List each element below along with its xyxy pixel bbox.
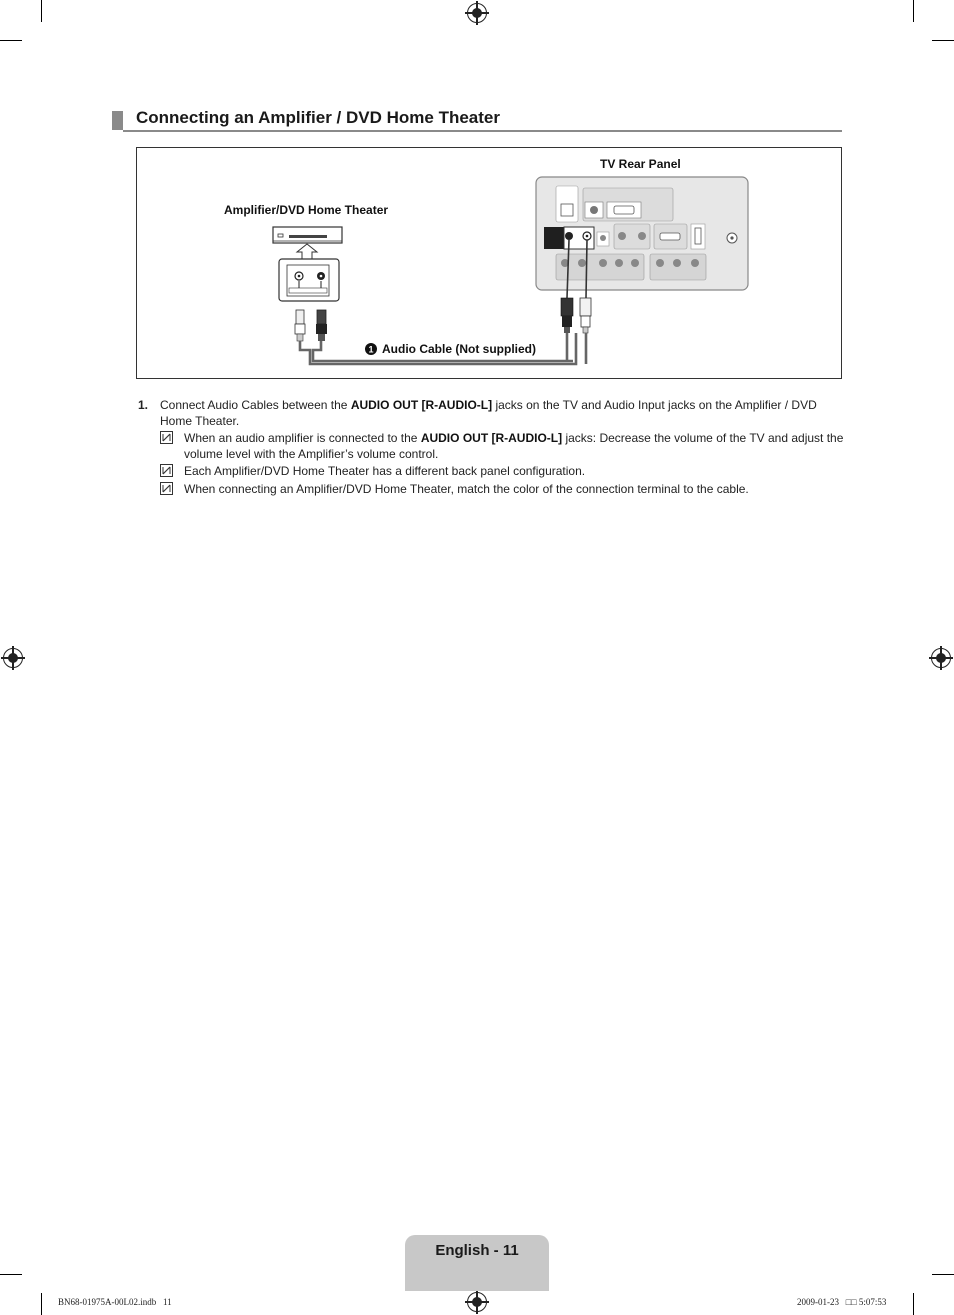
note-icon xyxy=(160,482,173,495)
crop-mark xyxy=(41,0,42,22)
registration-mark-icon xyxy=(3,648,23,668)
step-text-bold: AUDIO OUT [R-AUDIO-L] xyxy=(350,398,493,412)
connection-diagram xyxy=(136,147,842,379)
crop-mark xyxy=(913,0,914,22)
page-number-label: English - 11 xyxy=(435,1242,519,1259)
crop-mark xyxy=(932,40,954,41)
section-title-rule xyxy=(123,130,842,132)
step-text xyxy=(160,397,843,429)
note-icon xyxy=(160,464,173,477)
note-text-bold: AUDIO OUT [R-AUDIO-L] xyxy=(420,431,563,445)
crop-mark xyxy=(41,1293,42,1315)
amplifier-device-icon xyxy=(273,227,342,243)
crop-mark xyxy=(913,1293,914,1315)
registration-mark-icon xyxy=(931,648,951,668)
step-text-post: jacks on the TV and Audio Input jacks on the Amplifier / DVD Home Theater. xyxy=(160,398,817,428)
note-text-pre: When an audio amplifier is connected to the xyxy=(184,431,421,445)
note-text: Each Amplifier/DVD Home Theater has a different back panel configuration. xyxy=(184,464,586,478)
tv-black-plug-icon xyxy=(561,298,573,333)
print-slug-left: BN68-01975A-00L02.indb 11 xyxy=(58,1297,172,1307)
registration-mark-icon xyxy=(467,1292,487,1312)
audio-cable-label: Audio Cable (Not supplied) xyxy=(382,342,536,356)
section-title: Connecting an Amplifier / DVD Home Theater xyxy=(136,108,500,127)
cable-number-badge-icon xyxy=(365,343,377,355)
note-icon xyxy=(160,431,173,444)
crop-mark xyxy=(0,40,22,41)
tv-white-plug-icon xyxy=(580,298,591,333)
amplifier-white-plug-icon xyxy=(295,310,305,341)
print-slug-right: 2009-01-23 □□ 5:07:53 xyxy=(797,1297,887,1307)
crop-mark xyxy=(0,1274,22,1275)
tv-rear-panel-label: TV Rear Panel xyxy=(600,157,681,171)
step-number: 1. xyxy=(138,398,149,412)
amplifier-black-plug-icon xyxy=(316,310,327,341)
step-text-pre: Connect Audio Cables between the xyxy=(160,398,351,412)
note-text: When connecting an Amplifier/DVD Home Theater, match the color of the connection terminal to the cable. xyxy=(184,482,749,496)
crop-mark xyxy=(932,1274,954,1275)
registration-mark-icon xyxy=(467,3,487,23)
section-title-marker xyxy=(112,111,123,130)
note-text-post: jacks: Decrease the volume of the TV and adjust the volume level with the Amplifier’s volume control. xyxy=(184,431,844,461)
zoom-arrow-icon xyxy=(297,244,317,259)
note-text xyxy=(184,430,844,462)
amplifier-audio-input-panel xyxy=(279,259,339,301)
cable-number-text: 1 xyxy=(368,344,374,355)
amplifier-label: Amplifier/DVD Home Theater xyxy=(224,203,389,217)
